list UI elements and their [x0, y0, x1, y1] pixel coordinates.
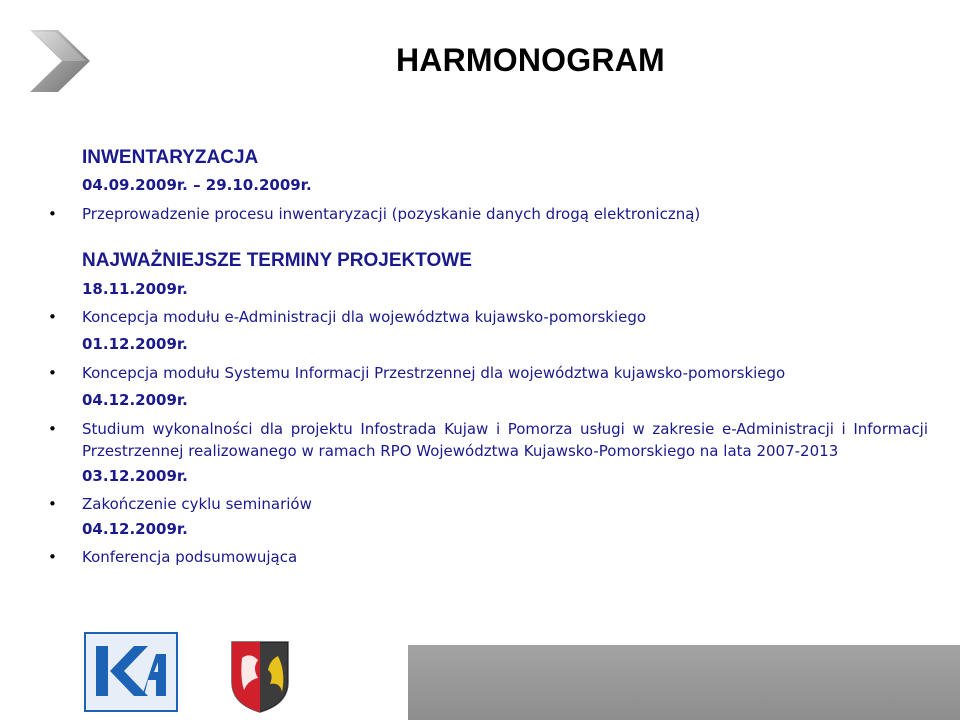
list-item-text: Przeprowadzenie procesu inwentaryzacji (pozyskanie danych drogą elektroniczną) [82, 205, 701, 223]
list-item-text: Koncepcja modułu e-Administracji dla województwa kujawsko-pomorskiego [82, 308, 647, 326]
list-item-text: Zakończenie cyklu seminariów [82, 495, 312, 513]
bullet-icon: • [48, 364, 57, 382]
bullet-icon: • [48, 548, 57, 566]
chevron-right-icon [28, 28, 92, 94]
list-item [48, 306, 928, 328]
list-item-text: Studium wykonalności dla projektu Infostrada Kujaw i Pomorza usługi w zakresie e-Administracji i Informacji Przestrzennej realizowanego w ramach RPO Województwa Kujawsko-Pomorskiego na lata 2007-2013 [82, 420, 928, 460]
bullet-icon: • [48, 205, 57, 223]
list-item [48, 362, 928, 384]
section-heading: INWENTARYZACJA [82, 147, 259, 168]
milestone-date: 03.12.2009r. [82, 467, 188, 485]
milestone-date: 04.12.2009r. [82, 391, 188, 409]
list-item [48, 546, 928, 568]
list-item-text: Konferencja podsumowująca [82, 548, 298, 566]
footer-bar [408, 645, 960, 720]
list-item [48, 493, 928, 515]
milestone-date: 18.11.2009r. [82, 280, 188, 298]
date-range: 04.09.2009r. – 29.10.2009r. [82, 176, 312, 194]
slide-content [48, 140, 928, 568]
kai-logo-icon [84, 632, 178, 712]
milestone-date: 04.12.2009r. [82, 520, 188, 538]
list-item [48, 418, 928, 462]
milestone-date: 01.12.2009r. [82, 335, 188, 353]
section-key-dates [48, 249, 928, 568]
section-heading: NAJWAŻNIEJSZE TERMINY PROJEKTOWE [82, 250, 472, 271]
list-item-text: Koncepcja modułu Systemu Informacji Przestrzennej dla województwa kujawsko-pomorskiego [82, 364, 786, 382]
list-item [48, 203, 928, 225]
section-inventory [48, 146, 928, 225]
page-title: HARMONOGRAM [396, 42, 665, 78]
bullet-icon: • [48, 420, 57, 438]
coat-of-arms-icon [228, 638, 292, 714]
bullet-icon: • [48, 308, 57, 326]
bullet-icon: • [48, 495, 57, 513]
